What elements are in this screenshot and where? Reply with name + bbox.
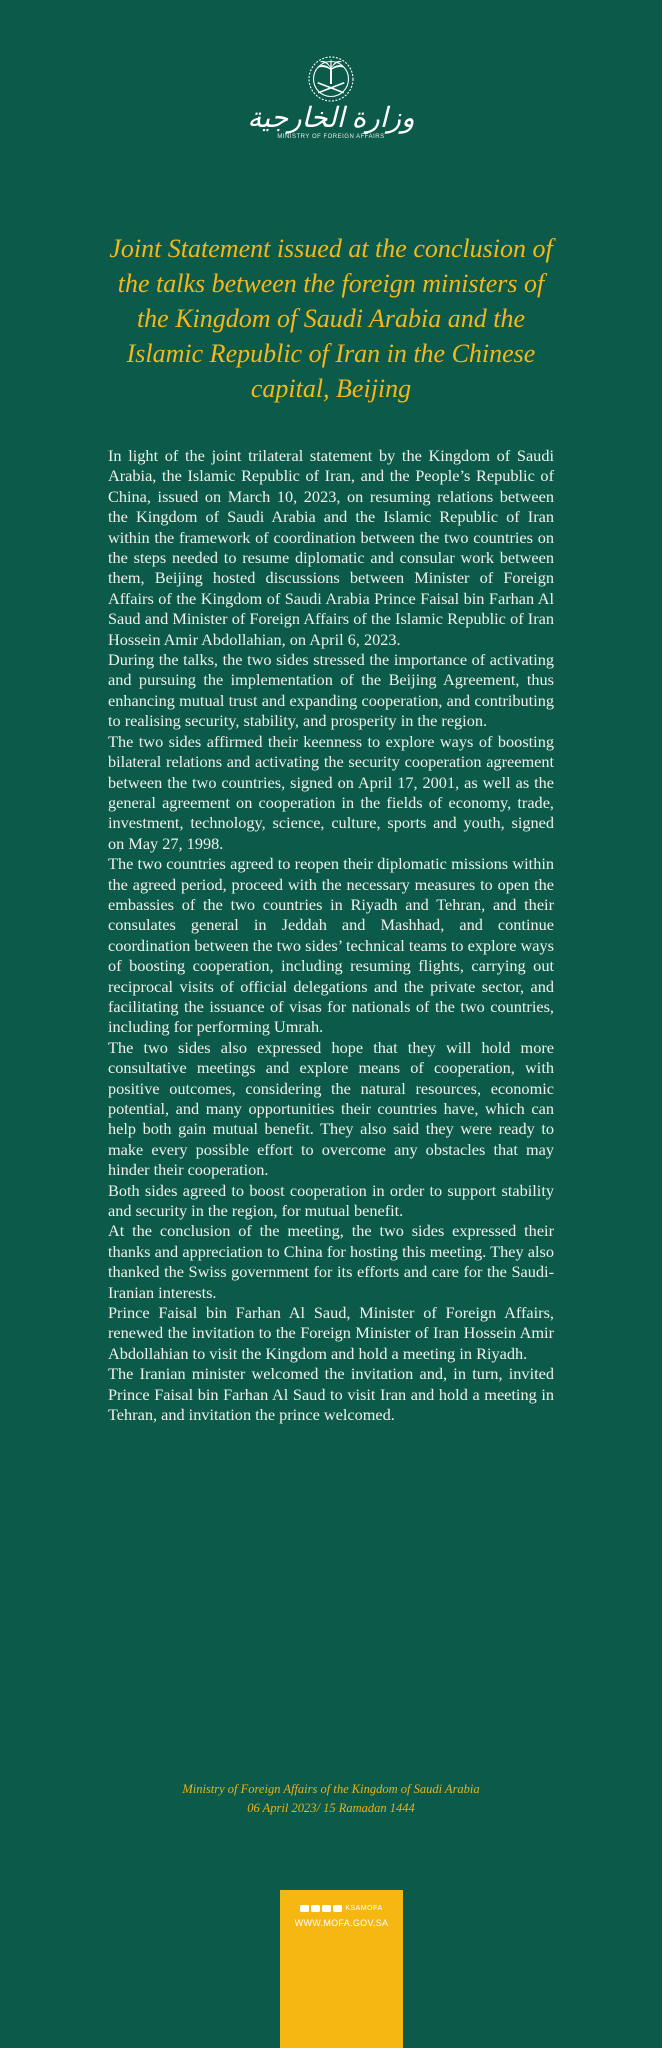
facebook-icon[interactable]: [311, 1905, 320, 1912]
signature-ministry: Ministry of Foreign Affairs of the Kingdom of Saudi Arabia: [182, 1782, 480, 1796]
paragraph: At the conclusion of the meeting, the two sides expressed their thanks and appreciation to China for hosting this meeting. They also thanked the Swiss government for its efforts and care for the Saudi-Iranian interests.: [108, 1221, 554, 1302]
statement-body: [108, 446, 554, 1426]
paragraph: Both sides agreed to boost cooperation in order to support stability and security in the region, for mutual benefit.: [108, 1180, 554, 1221]
ministry-name-english: MINISTRY OF FOREIGN AFFAIRS: [277, 134, 385, 140]
signature-block: [0, 1780, 662, 1818]
paragraph: During the talks, the two sides stressed the importance of activating and pursuing the implementation of the Beijing Agreement, thus enhancing mutual trust and expanding cooperation, and contributing to realising security, stability, and prosperity in the region.: [108, 650, 554, 731]
youtube-icon[interactable]: [300, 1905, 309, 1912]
ministry-name-arabic: وزارة الخارجية: [247, 103, 415, 134]
twitter-icon[interactable]: [333, 1905, 342, 1912]
paragraph: The two countries agreed to reopen their diplomatic missions within the agreed period, proceed with the necessary measures to open the embassies of the two countries in Riyadh and Tehran, and their consulates general in Jeddah and Mashhad, and continue coordination between the two sides’ technical teams to explore ways of boosting cooperation, including resuming flights, carrying out reciprocal visits of official delegations and the private sector, and facilitating the issuance of visas for nationals of the two countries, including for performing Umrah.: [108, 854, 554, 1037]
paragraph: In light of the joint trilateral statement by the Kingdom of Saudi Arabia, the Islamic Republic of Iran, and the People’s Republic of China, issued on March 10, 2023, on resuming relations between the Kingdom of Saudi Arabia and the Islamic Republic of Iran within the framework of coordination between the two countries on the steps needed to resume diplomatic and consular work between them, Beijing hosted discussions between Minister of Foreign Affairs of the Kingdom of Saudi Arabia Prince Faisal bin Farhan Al Saud and Minister of Foreign Affairs of the Islamic Republic of Iran Hossein Amir Abdollahian, on April 6, 2023.: [108, 446, 554, 649]
paragraph: Prince Faisal bin Farhan Al Saud, Minister of Foreign Affairs, renewed the invitation to the Foreign Minister of Iran Hossein Amir Abdollahian to visit the Kingdom and hold a meeting in Riyadh.: [108, 1303, 554, 1363]
paragraph: The two sides affirmed their keenness to explore ways of boosting bilateral relations and activating the security cooperation agreement between the two countries, signed on April 17, 2001, as well as the general agreement on cooperation in the fields of economy, trade, investment, technology, science, culture, sports and youth, signed on May 27, 1998.: [108, 731, 554, 853]
social-links: [280, 1905, 403, 1912]
website-link[interactable]: WWW.MOFA.GOV.SA: [294, 1918, 389, 1928]
social-handle[interactable]: KSAMOFA: [345, 1905, 383, 1912]
instagram-icon[interactable]: [322, 1905, 331, 1912]
signature-date: 06 April 2023/ 15 Ramadan 1444: [247, 1801, 415, 1815]
contact-tab: [280, 1890, 403, 2048]
paragraph: The two sides also expressed hope that they will hold more consultative meetings and explore means of cooperation, with positive outcomes, considering the natural resources, economic potential, and many opportunities their countries have, which can help both gain mutual benefit. They also said they were ready to make every possible effort to overcome any obstacles that may hinder their cooperation.: [108, 1037, 554, 1180]
paragraph: The Iranian minister welcomed the invitation and, in turn, invited Prince Faisal bin Farhan Al Saud to visit Iran and hold a meeting in Tehran, and invitation the prince welcomed.: [108, 1364, 554, 1425]
statement-title: Joint Statement issued at the conclusion of the talks between the foreign ministers of the Kingdom of Saudi Arabia and the Islamic Republic of Iran in the Chinese capital, Beijing: [109, 234, 553, 403]
